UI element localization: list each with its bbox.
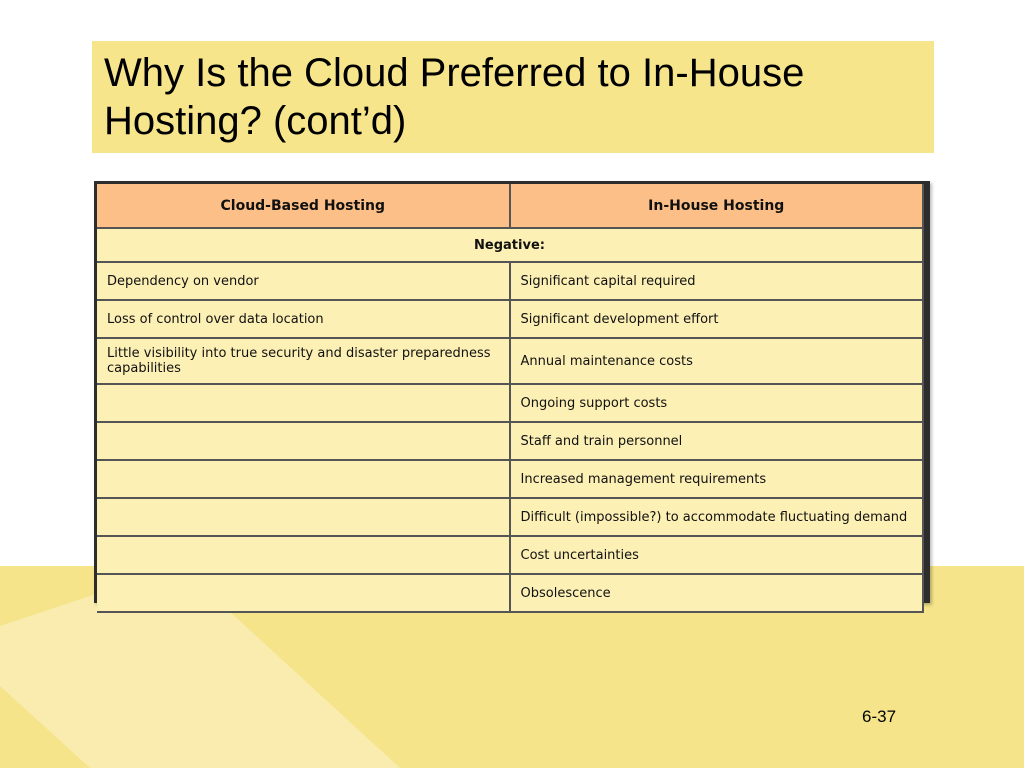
inhouse-cell: Significant capital required [511, 263, 925, 301]
cloud-cell: Little visibility into true security and disaster preparedness capabilities [97, 339, 511, 385]
comparison-table [97, 184, 924, 613]
comparison-table-frame [94, 181, 930, 603]
table-row [97, 423, 924, 461]
inhouse-cell: Significant development effort [511, 301, 925, 339]
table-row [97, 575, 924, 613]
inhouse-cell: Difficult (impossible?) to accommodate fluctuating demand [511, 499, 925, 537]
table-row [97, 537, 924, 575]
table-row [97, 385, 924, 423]
inhouse-cell: Staff and train personnel [511, 423, 925, 461]
cloud-cell: Dependency on vendor [97, 263, 511, 301]
header-inhouse-hosting: In-House Hosting [511, 184, 925, 229]
inhouse-cell: Obsolescence [511, 575, 925, 613]
cloud-cell [97, 575, 511, 613]
section-row [97, 229, 924, 263]
cloud-cell: Loss of control over data location [97, 301, 511, 339]
page-number: 6-37 [862, 707, 897, 726]
inhouse-cell: Cost uncertainties [511, 537, 925, 575]
cloud-cell [97, 499, 511, 537]
inhouse-cell: Increased management requirements [511, 461, 925, 499]
table-row [97, 339, 924, 385]
table-row [97, 499, 924, 537]
table-row [97, 263, 924, 301]
slide-title: Why Is the Cloud Preferred to In-House Hosting? (cont’d) [104, 51, 805, 143]
cloud-cell [97, 423, 511, 461]
header-cloud-hosting: Cloud-Based Hosting [97, 184, 511, 229]
section-label-negative: Negative: [97, 229, 924, 263]
inhouse-cell: Ongoing support costs [511, 385, 925, 423]
cloud-cell [97, 461, 511, 499]
table-header-row [97, 184, 924, 229]
title-box [92, 41, 934, 153]
table-row [97, 461, 924, 499]
table-row [97, 301, 924, 339]
cloud-cell [97, 385, 511, 423]
cloud-cell [97, 537, 511, 575]
inhouse-cell: Annual maintenance costs [511, 339, 925, 385]
